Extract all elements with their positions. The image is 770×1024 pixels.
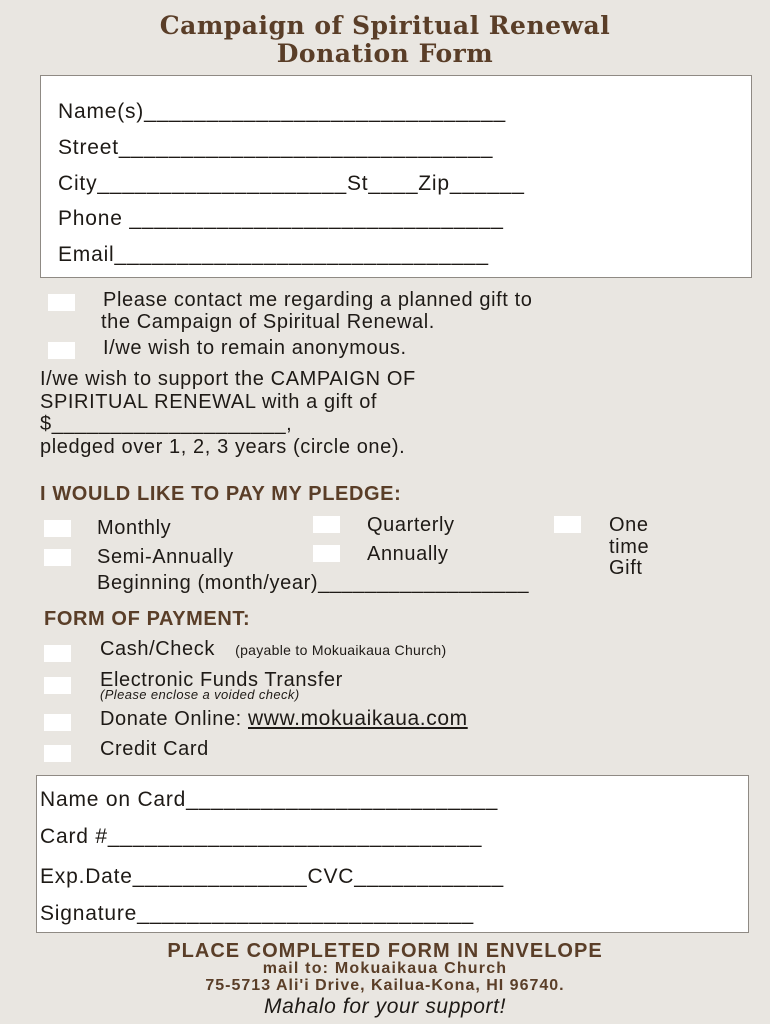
anonymous-checkbox[interactable] xyxy=(48,342,75,359)
title-line-2: Donation Form xyxy=(276,39,494,68)
name-on-card-field[interactable]: Name on Card_________________________ xyxy=(40,788,499,811)
footer-instruction: PLACE COMPLETED FORM IN ENVELOPE xyxy=(167,940,603,962)
semi-annually-label: Semi-Annually xyxy=(97,546,234,568)
pledge-heading: I WOULD LIKE TO PAY MY PLEDGE: xyxy=(40,483,402,505)
one-time-label-1: One xyxy=(609,514,649,536)
names-field[interactable]: Name(s)_____________________________ xyxy=(58,100,506,123)
annually-checkbox[interactable] xyxy=(313,545,340,562)
one-time-label-3: Gift xyxy=(609,557,643,579)
card-number-field[interactable]: Card #______________________________ xyxy=(40,825,483,848)
credit-card-box xyxy=(36,775,749,933)
monthly-checkbox[interactable] xyxy=(44,520,71,537)
donate-online-line xyxy=(100,707,468,731)
cash-check-note: (payable to Mokuaikaua Church) xyxy=(235,642,447,658)
eft-checkbox[interactable] xyxy=(44,677,71,694)
city-state-zip-field[interactable]: City____________________St____Zip______ xyxy=(58,172,525,195)
pledge-text-line-2: SPIRITUAL RENEWAL with a gift of xyxy=(40,391,378,413)
pledge-text-line-1: I/we wish to support the CAMPAIGN OF xyxy=(40,368,416,390)
exp-date-cvc-field[interactable]: Exp.Date______________CVC____________ xyxy=(40,865,504,888)
beginning-date-field[interactable]: Beginning (month/year)__________________ xyxy=(97,572,530,594)
credit-card-label: Credit Card xyxy=(100,738,209,760)
footer-thanks: Mahalo for your support! xyxy=(263,995,507,1018)
footer-address: 75-5713 Ali'i Drive, Kailua-Kona, HI 96740. xyxy=(205,977,565,994)
email-field[interactable]: Email______________________________ xyxy=(58,243,489,266)
planned-gift-label-2: the Campaign of Spiritual Renewal. xyxy=(101,311,435,333)
planned-gift-checkbox[interactable] xyxy=(48,294,75,311)
quarterly-checkbox[interactable] xyxy=(313,516,340,533)
phone-field[interactable]: Phone ______________________________ xyxy=(58,207,504,230)
donate-online-link[interactable]: www.mokuaikaua.com xyxy=(248,707,468,730)
eft-note: (Please enclose a voided check) xyxy=(100,687,300,702)
title-line-1: Campaign of Spiritual Renewal xyxy=(159,11,611,40)
semi-annually-checkbox[interactable] xyxy=(44,549,71,566)
payment-heading: FORM OF PAYMENT: xyxy=(44,608,251,630)
form-title xyxy=(0,12,770,68)
street-field[interactable]: Street______________________________ xyxy=(58,136,494,159)
monthly-label: Monthly xyxy=(97,517,172,539)
one-time-gift-checkbox[interactable] xyxy=(554,516,581,533)
cash-check-checkbox[interactable] xyxy=(44,645,71,662)
annually-label: Annually xyxy=(367,543,449,565)
planned-gift-label-1: Please contact me regarding a planned gift to xyxy=(103,289,533,311)
credit-card-checkbox[interactable] xyxy=(44,745,71,762)
pledge-years-line: pledged over 1, 2, 3 years (circle one). xyxy=(40,436,406,458)
cash-check-text: Cash/Check xyxy=(100,638,215,660)
contact-info-box xyxy=(40,75,752,278)
donate-online-checkbox[interactable] xyxy=(44,714,71,731)
pledge-amount-field[interactable]: $____________________, xyxy=(40,413,293,435)
signature-field[interactable]: Signature___________________________ xyxy=(40,902,475,925)
anonymous-label: I/we wish to remain anonymous. xyxy=(103,337,407,359)
donate-online-label: Donate Online: xyxy=(100,708,242,730)
quarterly-label: Quarterly xyxy=(367,514,455,536)
footer-mail-to: mail to: Mokuaikaua Church xyxy=(262,960,508,977)
eft-label: Electronic Funds Transfer xyxy=(100,669,343,691)
cash-check-label xyxy=(100,638,446,661)
one-time-label-2: time xyxy=(609,536,650,558)
